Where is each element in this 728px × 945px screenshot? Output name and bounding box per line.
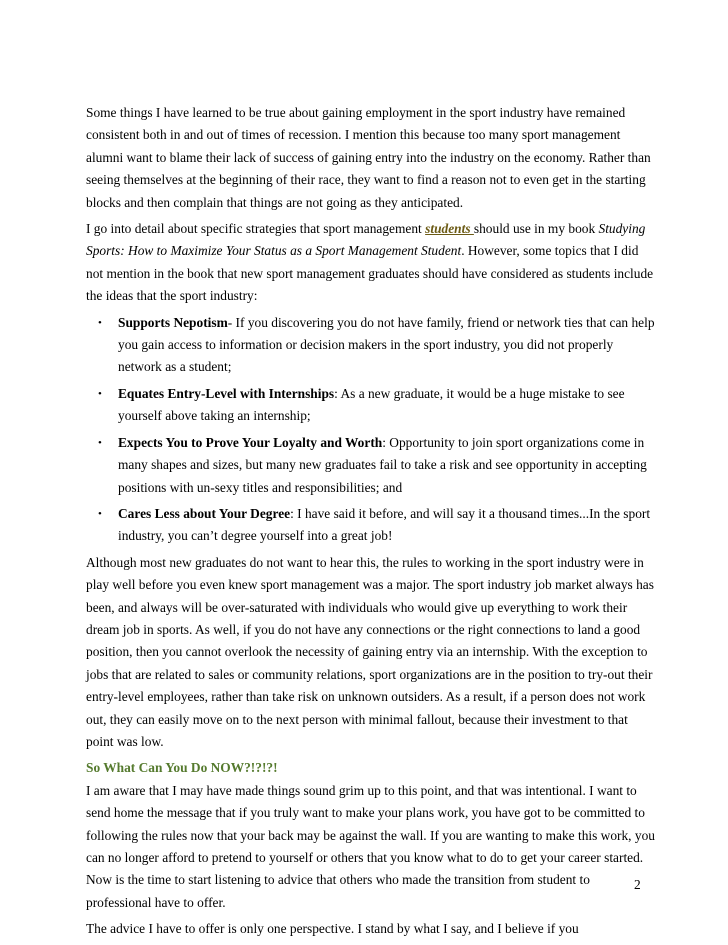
bullet-icon: • bbox=[98, 507, 102, 520]
list-item-title: Equates Entry-Level with Internships bbox=[118, 385, 335, 401]
section-heading: So What Can You Do NOW?!?!?! bbox=[86, 760, 278, 776]
list-item-text: : As a new graduate, it would be a huge mistake to see yourself above taking an internship; bbox=[118, 385, 625, 424]
list-item-text: : Opportunity to join sport organizations come in many shapes and sizes, but many new graduates fail to take a risk and see opportunity in accepting positions with un-sexy titles and responsibilities; and bbox=[118, 434, 647, 495]
book-title: Studying Sports: How to Maximize Your Status as a Sport Management Student bbox=[86, 221, 646, 259]
bullet-icon: • bbox=[98, 316, 102, 329]
paragraph-strategies-text-2: should use in my book bbox=[473, 221, 599, 237]
bullet-icon: • bbox=[98, 436, 102, 449]
list-item-title: Expects You to Prove Your Loyalty and Worth bbox=[118, 434, 383, 450]
document-body bbox=[86, 102, 656, 945]
bullet-icon: • bbox=[98, 387, 102, 400]
list-item-text: : I have said it before, and will say it a thousand times...In the sport industry, you can’t degree yourself into a great job! bbox=[118, 505, 651, 544]
list-item bbox=[98, 432, 656, 499]
keyword-link-students[interactable]: students bbox=[425, 221, 474, 237]
list-item bbox=[98, 503, 656, 548]
paragraph-strategies-text-1: I go into detail about specific strategies that sport management bbox=[86, 221, 426, 237]
paragraph-strategies bbox=[86, 218, 656, 308]
paragraph-rules: Although most new graduates do not want to hear this, the rules to working in the sport industry were in play well before you even knew sport management was a major. The sport industry job market always has been, and always will be over-saturated with individuals who would give up everything to work their dream job in sports. As well, if you do not have any connections or the right connections to land a good position, then you cannot overlook the necessity of gaining entry via an internship. With the exception to jobs that are related to sales or community relations, sport organizations are in the position to try-out their entry-level employees, rather than take risk on unknown outsiders. As a result, if a person does not work out, they can easily move on to the next person with minimal fallout, because their investment to that point was low. bbox=[86, 554, 654, 749]
list-item-title: Cares Less about Your Degree bbox=[118, 505, 291, 521]
paragraph-advice: I am aware that I may have made things sound grim up to this point, and that was intentional. I want to send home the message that if you truly want to make your plans work, you have got to be committed to following the rules now that your back may be against the wall. If you are wanting to make this work, you can no longer afford to pretend to yourself or others that you know what to do to get your career started. Now is the time to start listening to advice that others who made the transition from student to professional have to offer. bbox=[86, 782, 655, 910]
list-item bbox=[98, 383, 656, 428]
bullet-list bbox=[86, 312, 656, 548]
paragraph-strategies-text-3: . However, some topics that I did not mention in the book that new sport management graduates should have considered as students include the ideas that the sport industry: bbox=[86, 243, 654, 304]
page-number: 2 bbox=[634, 877, 641, 892]
list-item bbox=[98, 312, 656, 379]
paragraph-perspective: The advice I have to offer is only one perspective. I stand by what I say, and I believe if you bbox=[86, 921, 579, 937]
list-item-text: - If you discovering you do not have family, friend or network ties that can help you gain access to information or decision makers in the sport industry, you did not properly network as a student; bbox=[118, 314, 655, 375]
paragraph-intro: Some things I have learned to be true about gaining employment in the sport industry have remained consistent both in and out of times of recession. I mention this because too many sport management alumni want to blame their lack of success of gaining entry into the industry on the economy. Rather than seeing themselves at the beginning of their race, they want to find a reason not to even get in the starting blocks and then complain that things are not going as they anticipated. bbox=[86, 105, 651, 210]
list-item-title: Supports Nepotism bbox=[118, 314, 228, 330]
